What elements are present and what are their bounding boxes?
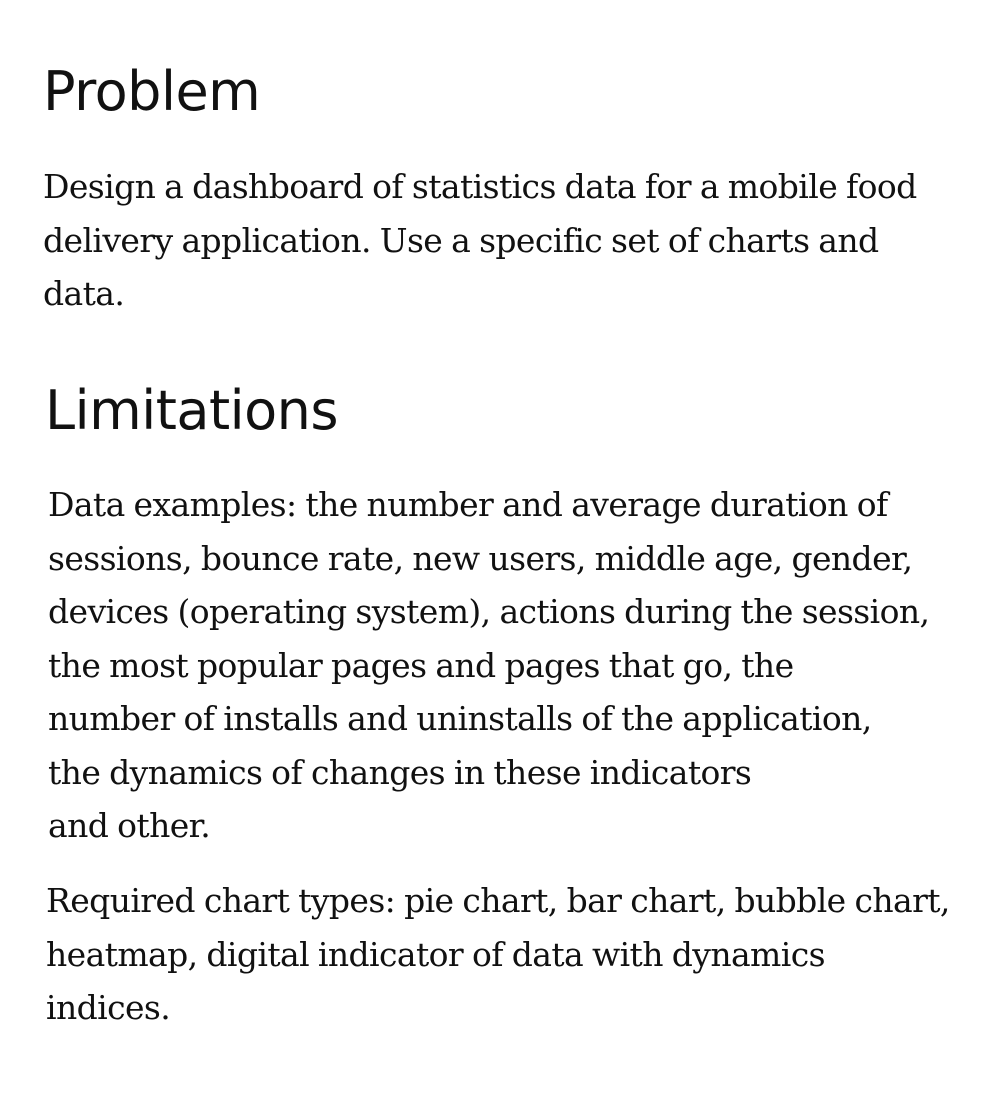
data-examples-line: Data examples: the number and average duration of [48, 485, 888, 524]
data-examples-line: and other. [48, 806, 211, 845]
limitations-heading: Limitations [45, 379, 339, 442]
chart-types-line: indices. [46, 988, 171, 1027]
data-examples-line: the most popular pages and pages that go, the [48, 645, 794, 685]
data-examples-line: the dynamics of changes in these indicators [48, 752, 752, 792]
data-examples-line: sessions, bounce rate, new users, middle age, gender, [48, 538, 913, 578]
data-examples-paragraph [48, 478, 988, 853]
problem-paragraph [43, 160, 983, 321]
problem-line: delivery application. Use a specific set of charts and [43, 220, 879, 260]
chart-types-line: Required chart types: pie chart, bar chart, bubble chart, [46, 881, 950, 920]
chart-types-line: heatmap, digital indicator of data with dynamics [46, 934, 825, 974]
problem-line: Design a dashboard of statistics data for a mobile food [43, 167, 917, 206]
data-examples-line: number of installs and uninstalls of the application, [48, 699, 872, 738]
problem-line: data. [43, 274, 125, 313]
data-examples-line: devices (operating system), actions during the session, [48, 592, 930, 631]
problem-heading: Problem [43, 60, 261, 123]
chart-types-paragraph [46, 874, 986, 1035]
